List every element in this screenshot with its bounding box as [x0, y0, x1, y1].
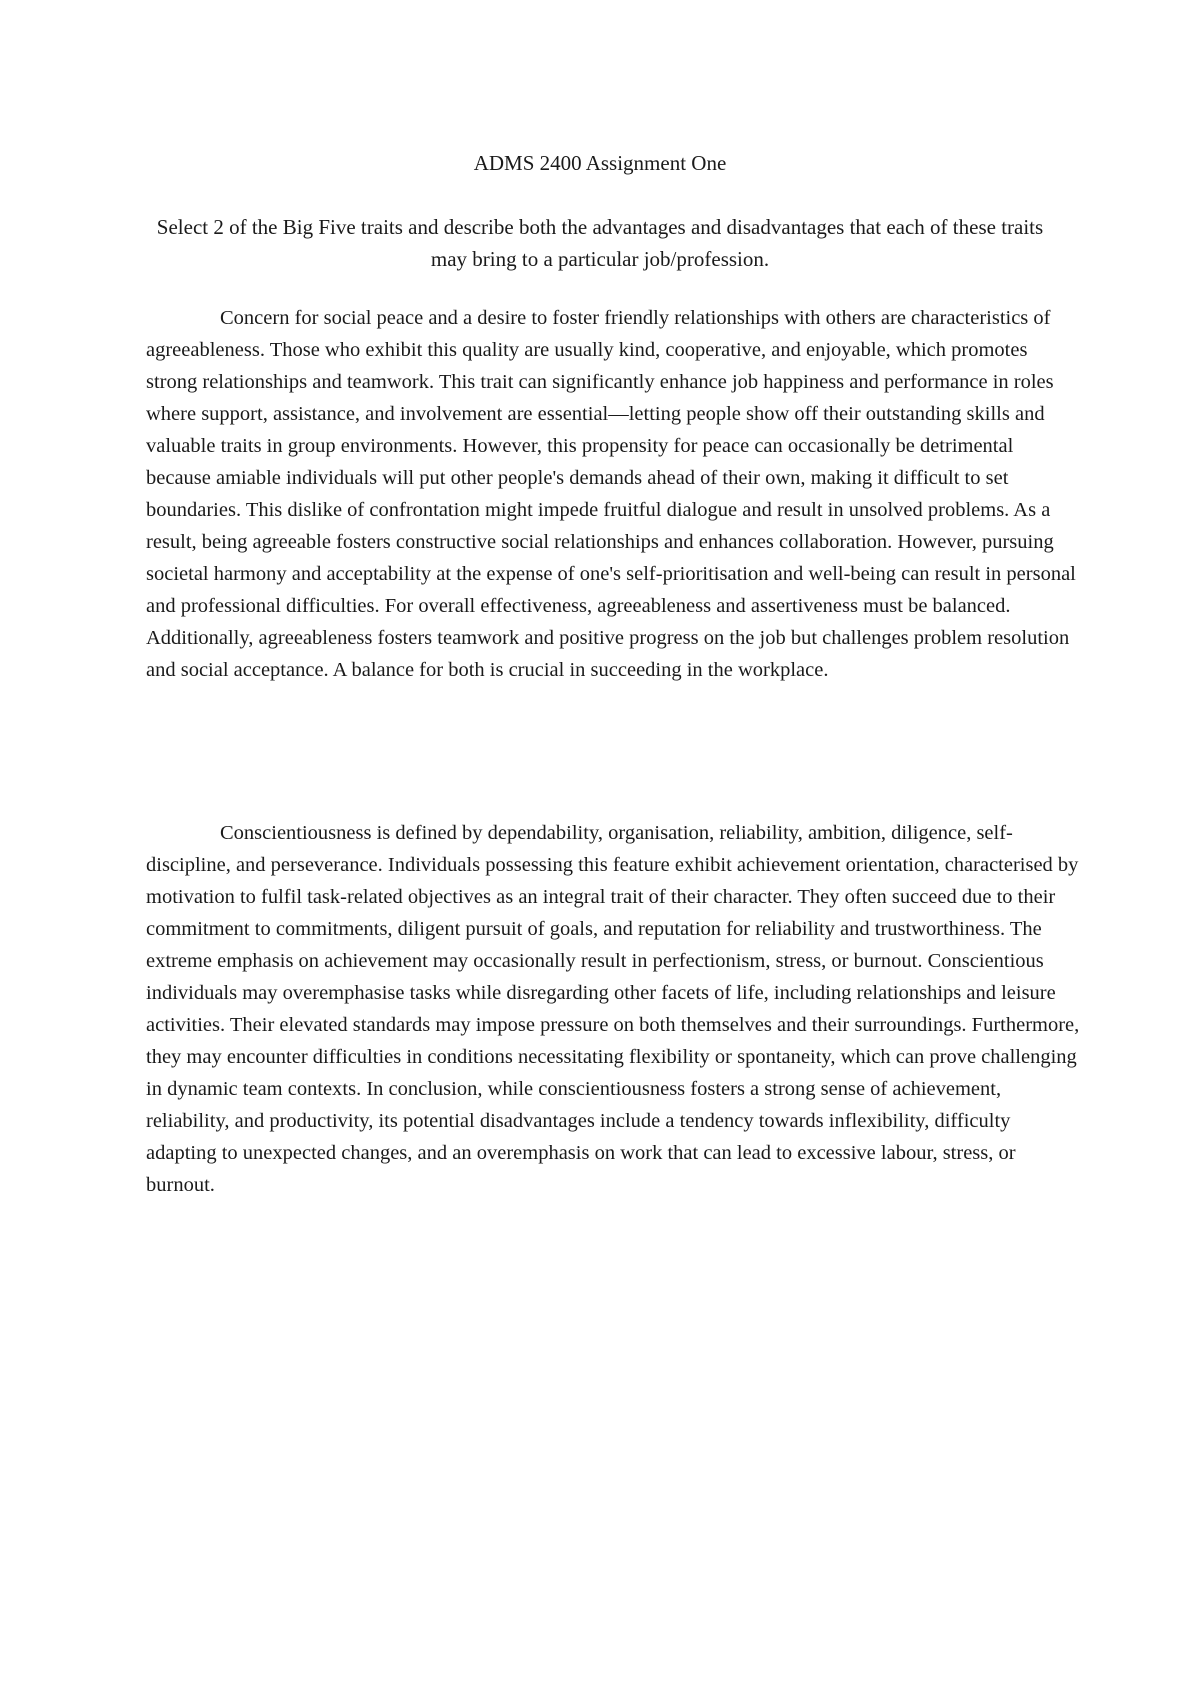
paragraph-agreeableness: Concern for social peace and a desire to foster friendly relationships with others are characteristics of agreeableness. Those who exhibit this quality are usually kind, cooperative, and enjoyable, which promotes strong relationships and teamwork. This trait can significantly enhance job happiness and performance in roles where support, assistance, and involvement are essential—letting people show off their outstanding skills and valuable traits in group environments. However, this propensity for peace can occasionally be detrimental because amiable individuals will put other people's demands ahead of their own, making it difficult to set boundaries. This dislike of confrontation might impede fruitful dialogue and result in unsolved problems. As a result, being agreeable fosters constructive social relationships and enhances collaboration. However, pursuing societal harmony and acceptability at the expense of one's self-prioritisation and well-being can result in personal and professional difficulties. For overall effectiveness, agreeableness and assertiveness must be balanced. Additionally, agreeableness fosters teamwork and positive progress on the job but challenges problem resolution and social acceptance. A balance for both is crucial in succeeding in the workplace.	[146, 307, 1076, 681]
document-title: ADMS 2400 Assignment One	[473, 151, 727, 175]
paragraph-conscientiousness: Conscientiousness is defined by dependability, organisation, reliability, ambition, diligence, self-discipline, and perseverance. Individuals possessing this feature exhibit achievement orientation, characterised by motivation to fulfil task-related objectives as an integral trait of their character. They often succeed due to their commitment to commitments, diligent pursuit of goals, and reputation for reliability and trustworthiness. The extreme emphasis on achievement may occasionally result in perfectionism, stress, or burnout. Conscientious individuals may overemphasise tasks while disregarding other facets of life, including relationships and leisure activities. Their elevated standards may impose pressure on both themselves and their surroundings. Furthermore, they may encounter difficulties in conditions necessitating flexibility or spontaneity, which can prove challenging in dynamic team contexts. In conclusion, while conscientiousness fosters a strong sense of achievement, reliability, and productivity, its potential disadvantages include a tendency towards inflexibility, difficulty adapting to unexpected changes, and an overemphasis on work that can lead to excessive labour, stress, or burnout.	[146, 822, 1080, 1196]
assignment-prompt: Select 2 of the Big Five traits and describe both the advantages and disadvantages that each of these traits may bring to a particular job/profession.	[156, 215, 1044, 271]
